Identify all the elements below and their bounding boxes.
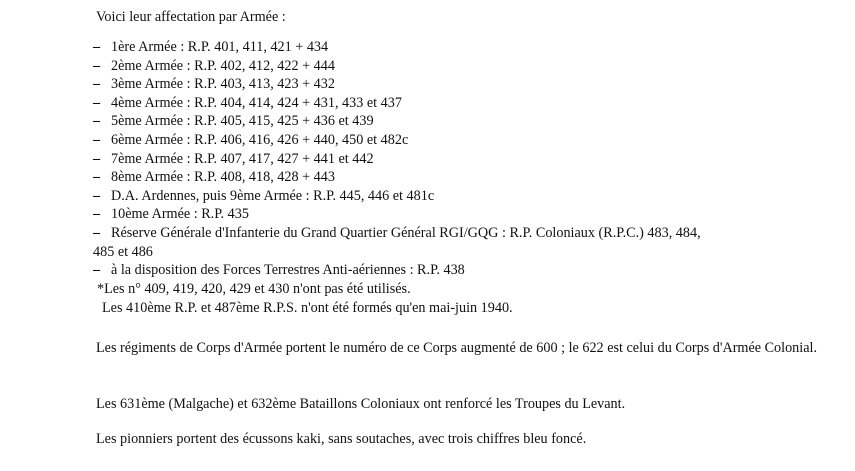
list-dash: – (93, 94, 101, 111)
list-item-text: à la disposition des Forces Terrestres Anti-aériennes : R.P. 438 (111, 262, 465, 279)
list-item (93, 261, 701, 280)
list-item-text: 4ème Armée : R.P. 404, 414, 424 + 431, 433 et 437 (111, 94, 402, 111)
list-item-text: 2ème Armée : R.P. 402, 412, 422 + 444 (111, 57, 335, 74)
list-item (93, 57, 701, 76)
list-item (93, 38, 701, 57)
list-dash: – (93, 169, 101, 186)
list-item-text: 7ème Armée : R.P. 407, 417, 427 + 441 et 442 (111, 150, 374, 167)
list-dash: – (93, 150, 101, 167)
paragraph-corps-regiments: Les régiments de Corps d'Armée portent le numéro de ce Corps augmenté de 600 ; le 622 est celui du Corps d'Armée Colonial. (96, 340, 818, 356)
list-item-text: 3ème Armée : R.P. 403, 413, 423 + 432 (111, 76, 335, 93)
list-item (93, 187, 701, 206)
army-assignment-list (93, 38, 701, 280)
list-item-text: 8ème Armée : R.P. 408, 418, 428 + 443 (111, 169, 335, 186)
list-dash: – (93, 113, 101, 130)
list-item (93, 150, 701, 169)
paragraph-pioneer-insignia: Les pionniers portent des écussons kaki, sans soutaches, avec trois chiffres bleu foncé. (96, 431, 587, 447)
list-dash: – (93, 187, 101, 204)
footnote-late-formation: Les 410ème R.P. et 487ème R.P.S. n'ont été formés qu'en mai-juin 1940. (102, 300, 513, 316)
list-item (93, 168, 701, 187)
list-dash: – (93, 39, 101, 55)
list-item-text: D.A. Ardennes, puis 9ème Armée : R.P. 445, 446 et 481c (111, 187, 435, 204)
list-dash: – (93, 131, 101, 148)
list-item-text: 5ème Armée : R.P. 405, 415, 425 + 436 et 439 (111, 113, 374, 130)
list-item (93, 224, 701, 243)
list-item (93, 112, 701, 131)
list-item (93, 205, 701, 224)
list-dash: – (93, 57, 101, 74)
footnote-unused-numbers: *Les n° 409, 419, 420, 429 et 430 n'ont pas été utilisés. (97, 281, 411, 297)
list-item-text: 6ème Armée : R.P. 406, 416, 426 + 440, 450 et 482c (111, 131, 409, 148)
list-item-continuation: 485 et 486 (93, 243, 153, 260)
list-dash: – (93, 224, 101, 241)
list-item-text: Réserve Générale d'Infanterie du Grand Quartier Général RGI/GQG : R.P. Coloniaux (R.P.C.) 483, 484, (111, 224, 701, 241)
paragraph-colonial-battalions: Les 631ème (Malgache) et 632ème Bataillons Coloniaux ont renforcé les Troupes du Levant. (96, 396, 626, 412)
list-item-text: 1ère Armée : R.P. 401, 411, 421 + 434 (111, 39, 329, 55)
list-item (93, 131, 701, 150)
list-item (93, 75, 701, 94)
list-item (93, 94, 701, 113)
list-dash: – (93, 262, 101, 279)
list-dash: – (93, 206, 101, 223)
list-item-text: 10ème Armée : R.P. 435 (111, 206, 249, 223)
list-dash: – (93, 76, 101, 93)
intro-text: Voici leur affectation par Armée : (96, 9, 286, 25)
